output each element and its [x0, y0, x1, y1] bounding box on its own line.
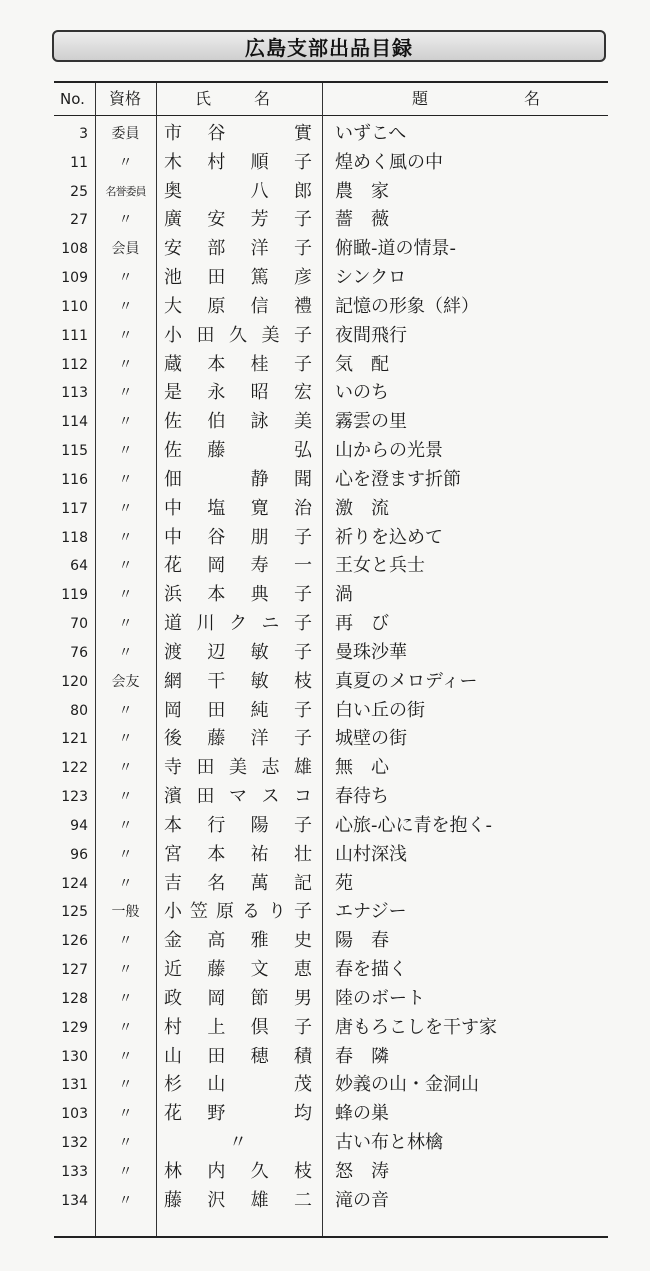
- table-row: [54, 120, 608, 149]
- entry-qualification: 〃: [118, 443, 133, 460]
- entry-work-title: 陽 春: [335, 930, 389, 952]
- entry-qualification: 〃: [118, 817, 133, 834]
- entry-number: 70: [70, 616, 88, 633]
- entry-qualification: 〃: [118, 327, 133, 344]
- entry-number: 94: [70, 817, 88, 834]
- entry-artist-name: 宮本祐壮: [164, 843, 312, 865]
- entry-qualification: 〃: [118, 789, 133, 806]
- entry-work-title: 激 流: [335, 497, 389, 519]
- table-row: [54, 495, 608, 524]
- table-row: [54, 697, 608, 726]
- table-row: [54, 1043, 608, 1072]
- entry-artist-name: 岡田純子: [164, 699, 312, 721]
- entry-artist-name: 村上倶子: [164, 1016, 312, 1038]
- entry-work-title: 渦: [335, 584, 353, 606]
- entry-qualification: 名誉委員: [105, 184, 146, 198]
- entry-artist-name: 政岡節男: [164, 987, 312, 1009]
- entry-qualification: 〃: [118, 1163, 133, 1180]
- table-row: [54, 206, 608, 235]
- entry-work-title: 心旅-心に青を抱く-: [335, 814, 492, 836]
- header-title-part1: 題: [412, 89, 429, 108]
- entry-work-title: 怒 涛: [335, 1160, 389, 1182]
- entry-work-title: 白い丘の街: [335, 699, 425, 721]
- entry-artist-name: 小笠原るり子: [164, 901, 312, 923]
- entry-work-title: 再 び: [335, 613, 389, 635]
- entry-artist-name: 渡辺敏子: [164, 641, 312, 663]
- entry-number: 76: [70, 644, 88, 661]
- table-header: [54, 83, 608, 115]
- entry-work-title: 山からの光景: [335, 440, 443, 462]
- table-row: [54, 437, 608, 466]
- entry-work-title: 心を澄ます折節: [335, 468, 461, 490]
- entry-artist-name: 寺田美志雄: [164, 757, 312, 779]
- entry-artist-name: 是永昭宏: [164, 382, 312, 404]
- entry-qualification: 〃: [118, 875, 133, 892]
- entry-work-title: 記憶の形象（絆）: [335, 295, 479, 317]
- table-row: [54, 610, 608, 639]
- entry-work-title: 曼珠沙華: [335, 641, 407, 663]
- entry-work-title: エナジー: [335, 901, 407, 923]
- entry-number: 115: [61, 443, 88, 460]
- table-row: [54, 1071, 608, 1100]
- catalog-list: [54, 120, 608, 1215]
- table-row: [54, 1129, 608, 1158]
- entry-number: 110: [61, 298, 88, 315]
- entry-number: 112: [61, 356, 88, 373]
- entry-work-title: シンクロ: [335, 267, 407, 289]
- entry-work-title: 古い布と林檎: [335, 1131, 443, 1153]
- table-row: [54, 351, 608, 380]
- table-row: [54, 1158, 608, 1187]
- entry-qualification: 会友: [111, 673, 140, 690]
- entry-qualification: 〃: [118, 298, 133, 315]
- entry-artist-name: 藤沢雄二: [164, 1189, 312, 1211]
- entry-artist-name: 浜本典子: [164, 584, 312, 606]
- entry-artist-name: 中塩寛治: [164, 497, 312, 519]
- entry-artist-name: 吉名萬記: [164, 872, 312, 894]
- entry-qualification: 〃: [118, 846, 133, 863]
- entry-work-title: 滝の音: [335, 1189, 389, 1211]
- entry-work-title: 祈りを込めて: [335, 526, 443, 548]
- table-row: [54, 235, 608, 264]
- table-row: [54, 841, 608, 870]
- entry-number: 103: [61, 1106, 88, 1123]
- entry-qualification: 会員: [111, 241, 140, 258]
- table-row: [54, 870, 608, 899]
- entry-work-title: 王女と兵士: [335, 555, 425, 577]
- table-row: [54, 1187, 608, 1216]
- entry-qualification: 〃: [118, 933, 133, 950]
- header-qualification: 資格: [108, 89, 141, 108]
- table-row: [54, 783, 608, 812]
- entry-number: 129: [61, 1019, 88, 1036]
- entry-number: 118: [61, 529, 88, 546]
- entry-number: 96: [70, 846, 88, 863]
- entry-qualification: 一般: [111, 904, 140, 921]
- entry-work-title: 苑: [335, 872, 353, 894]
- entry-work-title: 陸のボート: [335, 987, 425, 1009]
- header-title-part2: 名: [524, 89, 541, 108]
- entry-number: 114: [61, 414, 88, 431]
- table-row: [54, 1014, 608, 1043]
- entry-work-title: 春 隣: [335, 1045, 389, 1067]
- entry-number: 119: [61, 587, 88, 604]
- entry-number: 126: [61, 933, 88, 950]
- header-name-part1: 氏: [195, 89, 212, 108]
- entry-number: 113: [61, 385, 88, 402]
- entry-work-title: 春を描く: [335, 959, 407, 981]
- entry-work-title: 気 配: [335, 353, 389, 375]
- table-row: [54, 149, 608, 178]
- entry-number: 124: [61, 875, 88, 892]
- entry-qualification: 〃: [118, 270, 133, 287]
- entry-work-title: 夜間飛行: [335, 324, 407, 346]
- table-row: [54, 581, 608, 610]
- entry-number: 111: [61, 327, 88, 344]
- entry-qualification: 〃: [118, 212, 133, 229]
- entry-number: 123: [61, 789, 88, 806]
- entry-number: 27: [70, 212, 88, 229]
- entry-artist-name: 市谷 實: [164, 123, 312, 144]
- entry-artist-name: 木村順子: [164, 151, 312, 173]
- entry-number: 122: [61, 760, 88, 777]
- table-bottom-rule: [54, 1236, 608, 1238]
- entry-qualification: 〃: [118, 356, 133, 373]
- entry-qualification: 〃: [118, 414, 133, 431]
- entry-work-title: 薔 薇: [335, 209, 389, 231]
- table-row: [54, 1100, 608, 1129]
- title-banner: [52, 30, 606, 62]
- table-row: [54, 956, 608, 985]
- entry-number: 131: [61, 1077, 88, 1094]
- entry-qualification: 〃: [118, 990, 133, 1007]
- table-row: [54, 293, 608, 322]
- table-row: [54, 552, 608, 581]
- entry-qualification: 〃: [118, 1019, 133, 1036]
- entry-work-title: 山村深浅: [335, 843, 407, 865]
- table-row: [54, 178, 608, 207]
- entry-artist-name: 佐藤 弘: [164, 440, 312, 462]
- entry-number: 25: [70, 183, 88, 200]
- entry-qualification: 〃: [118, 587, 133, 604]
- entry-number: 108: [61, 241, 88, 258]
- entry-work-title: 無 心: [335, 757, 389, 779]
- entry-artist-name: 奥 八郎: [164, 180, 312, 202]
- entry-work-title: 煌めく風の中: [335, 151, 443, 173]
- header-name-part2: 名: [254, 89, 271, 108]
- entry-artist-name: 本行陽子: [164, 814, 312, 836]
- entry-qualification: 〃: [118, 760, 133, 777]
- entry-number: 132: [61, 1134, 88, 1151]
- table-row: [54, 408, 608, 437]
- entry-artist-name: 濱田マスコ: [164, 786, 312, 808]
- entry-artist-name: 安部洋子: [164, 238, 312, 260]
- entry-artist-name: 廣安芳子: [164, 209, 312, 231]
- entry-number: 127: [61, 962, 88, 979]
- entry-artist-name: 池田篤彦: [164, 267, 312, 289]
- entry-artist-name: 山田穂積: [164, 1045, 312, 1067]
- table-row: [54, 466, 608, 495]
- entry-qualification: 〃: [118, 731, 133, 748]
- table-row: [54, 639, 608, 668]
- table-row: [54, 322, 608, 351]
- entry-qualification: 〃: [118, 1077, 133, 1094]
- entry-qualification: 〃: [118, 154, 133, 171]
- entry-work-title: いのち: [335, 382, 389, 404]
- table-row: [54, 985, 608, 1014]
- entry-artist-name: 後藤洋子: [164, 728, 312, 750]
- entry-qualification: 〃: [118, 702, 133, 719]
- entry-work-title: 蜂の巣: [335, 1103, 389, 1125]
- entry-number: 64: [70, 558, 88, 575]
- entry-work-title: 唐もろこしを干す家: [335, 1016, 497, 1038]
- table-row: [54, 668, 608, 697]
- entry-artist-name: 〃: [229, 1131, 247, 1153]
- entry-work-title: 春待ち: [335, 786, 389, 808]
- entry-qualification: 〃: [118, 1048, 133, 1065]
- entry-artist-name: 杉山 茂: [164, 1074, 312, 1096]
- table-row: [54, 379, 608, 408]
- entry-number: 130: [61, 1048, 88, 1065]
- entry-number: 109: [61, 270, 88, 287]
- entry-artist-name: 道川クニ子: [164, 613, 312, 635]
- entry-qualification: 〃: [118, 644, 133, 661]
- header-no: No.: [60, 90, 85, 108]
- entry-number: 120: [61, 673, 88, 690]
- entry-qualification: 〃: [118, 1192, 133, 1209]
- table-row: [54, 754, 608, 783]
- entry-number: 11: [70, 154, 88, 171]
- table-row: [54, 927, 608, 956]
- entry-qualification: 〃: [118, 1106, 133, 1123]
- header-bottom-rule: [54, 115, 608, 116]
- entry-qualification: 〃: [118, 471, 133, 488]
- entry-number: 134: [61, 1192, 88, 1209]
- entry-qualification: 〃: [118, 962, 133, 979]
- table-row: [54, 264, 608, 293]
- entry-qualification: 〃: [118, 385, 133, 402]
- entry-qualification: 〃: [118, 558, 133, 575]
- entry-work-title: 城壁の街: [335, 728, 407, 750]
- entry-qualification: 〃: [118, 1134, 133, 1151]
- table-row: [54, 812, 608, 841]
- entry-work-title: 俯瞰-道の情景-: [335, 238, 456, 260]
- entry-artist-name: 花岡寿一: [164, 555, 312, 577]
- table-row: [54, 898, 608, 927]
- entry-artist-name: 花野 均: [164, 1103, 312, 1125]
- entry-artist-name: 林内久枝: [164, 1160, 312, 1182]
- entry-number: 125: [61, 904, 88, 921]
- entry-artist-name: 佐伯詠美: [164, 411, 312, 433]
- entry-work-title: 霧雲の里: [335, 411, 407, 433]
- entry-work-title: 妙義の山・金洞山: [335, 1074, 479, 1096]
- entry-artist-name: 金高雅史: [164, 930, 312, 952]
- page-title: 広島支部出品目録: [245, 35, 413, 60]
- entry-qualification: 委員: [111, 126, 140, 142]
- entry-number: 3: [79, 126, 88, 142]
- entry-artist-name: 網干敏枝: [164, 670, 312, 692]
- entry-number: 117: [61, 500, 88, 517]
- entry-qualification: 〃: [118, 500, 133, 517]
- table-row: [54, 725, 608, 754]
- entry-work-title: 農 家: [335, 180, 389, 202]
- entry-qualification: 〃: [118, 616, 133, 633]
- entry-number: 121: [61, 731, 88, 748]
- entry-number: 80: [70, 702, 88, 719]
- entry-work-title: 真夏のメロディー: [335, 670, 478, 692]
- entry-number: 116: [61, 471, 88, 488]
- entry-number: 128: [61, 990, 88, 1007]
- entry-artist-name: 近藤文恵: [164, 959, 312, 981]
- entry-work-title: いずこへ: [335, 123, 407, 144]
- entry-artist-name: 蔵本桂子: [164, 353, 312, 375]
- entry-number: 133: [61, 1163, 88, 1180]
- entry-artist-name: 中谷朋子: [164, 526, 312, 548]
- entry-qualification: 〃: [118, 529, 133, 546]
- entry-artist-name: 佃 静聞: [164, 468, 312, 490]
- entry-artist-name: 大原信禮: [164, 295, 312, 317]
- table-row: [54, 524, 608, 553]
- entry-artist-name: 小田久美子: [164, 324, 312, 346]
